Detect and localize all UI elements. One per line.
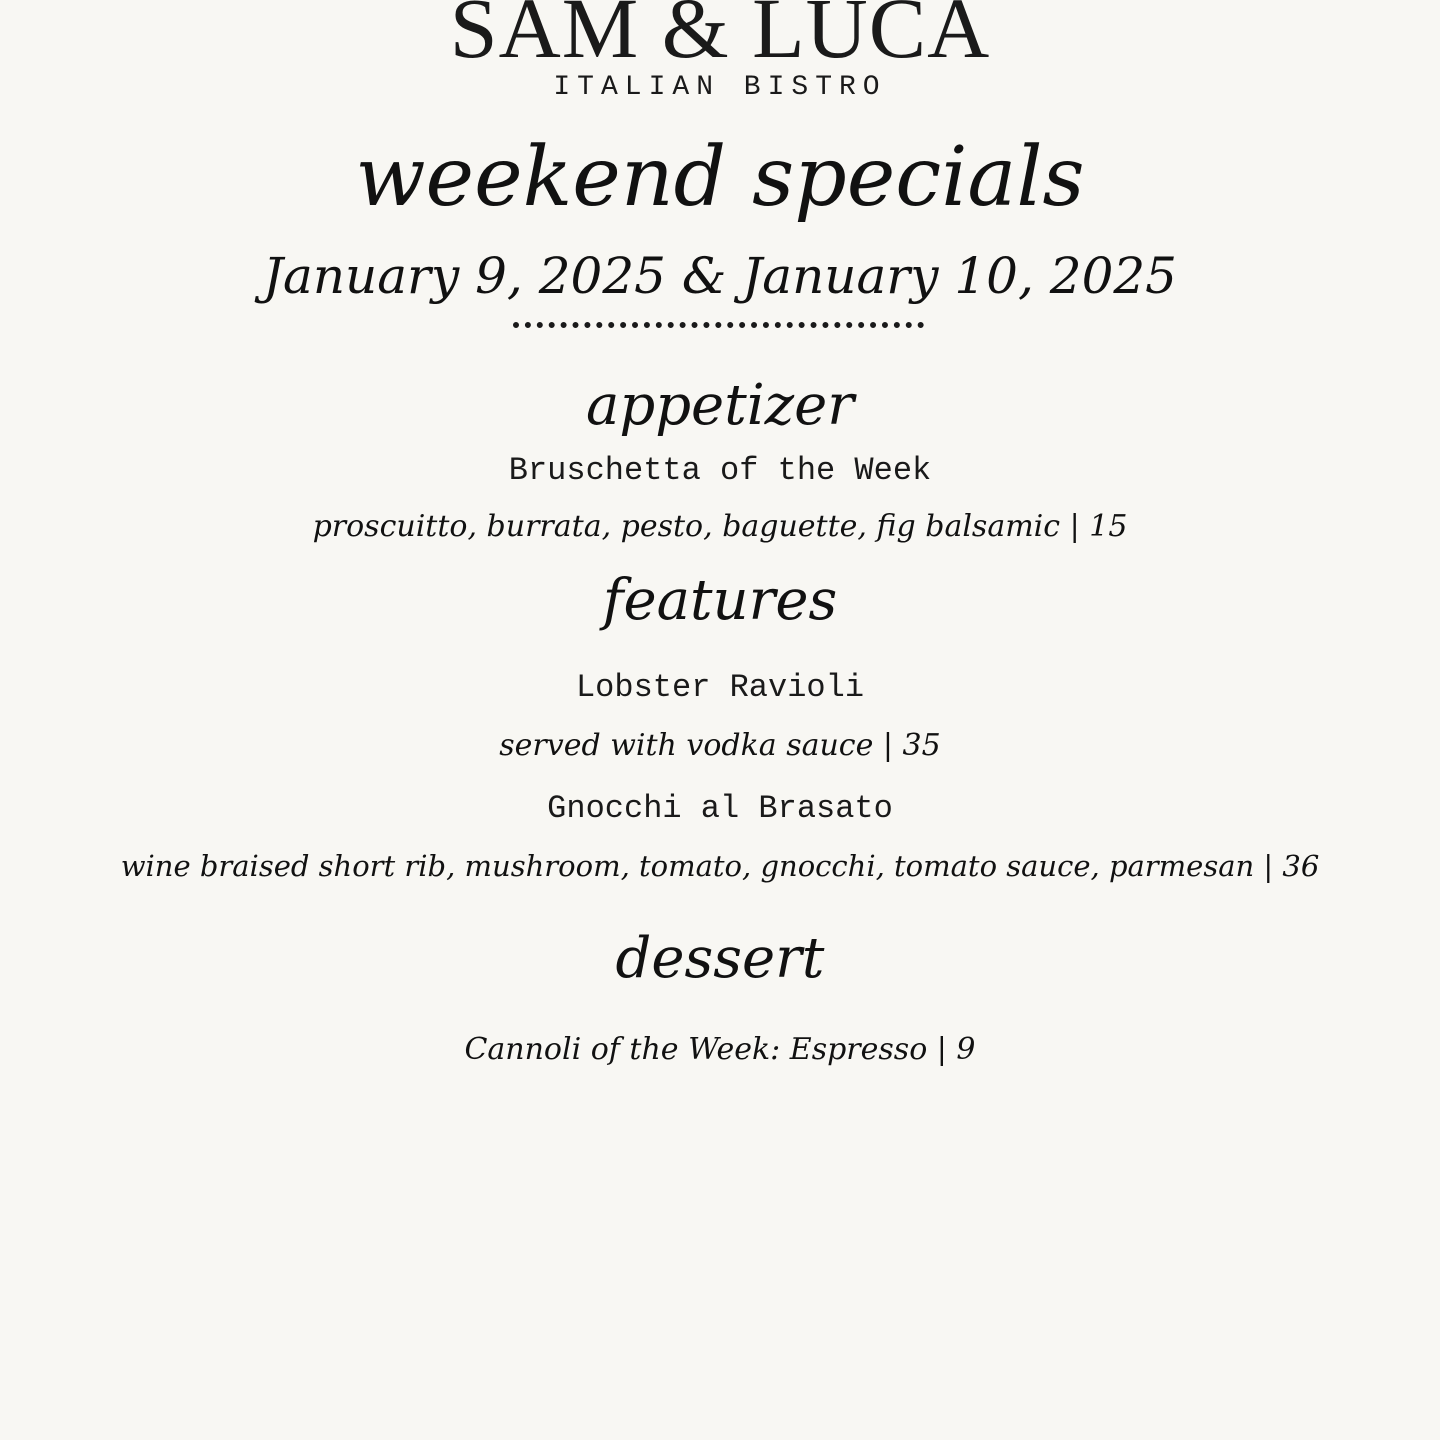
menu-item-name: Lobster Ravioli — [575, 669, 865, 706]
menu-item-description: Cannoli of the Week: Espresso | 9 — [464, 1032, 976, 1067]
brand-logo-subtitle: ITALIAN BISTRO — [553, 72, 887, 103]
menu-item-description: proscuitto, burrata, pesto, baguette, fig balsamic | 15 — [312, 509, 1128, 544]
menu-item-name: Gnocchi al Brasato — [547, 790, 893, 827]
section-heading-features: features — [602, 568, 838, 633]
special-dates: January 9, 2025 & January 10, 2025 — [262, 247, 1177, 305]
section-heading-dessert: dessert — [615, 926, 825, 991]
brand-logo-name: SAM & LUCA — [449, 0, 991, 76]
page-title: weekend specials — [355, 130, 1085, 225]
menu-item-name: Bruschetta of the Week — [508, 452, 932, 489]
menu-item-description: wine braised short rib, mushroom, tomato, gnocchi, tomato sauce, parmesan | 36 — [120, 849, 1320, 883]
menu-item-description: served with vodka sauce | 35 — [499, 728, 941, 763]
dotted-divider — [513, 322, 924, 328]
section-heading-appetizer: appetizer — [585, 373, 855, 438]
